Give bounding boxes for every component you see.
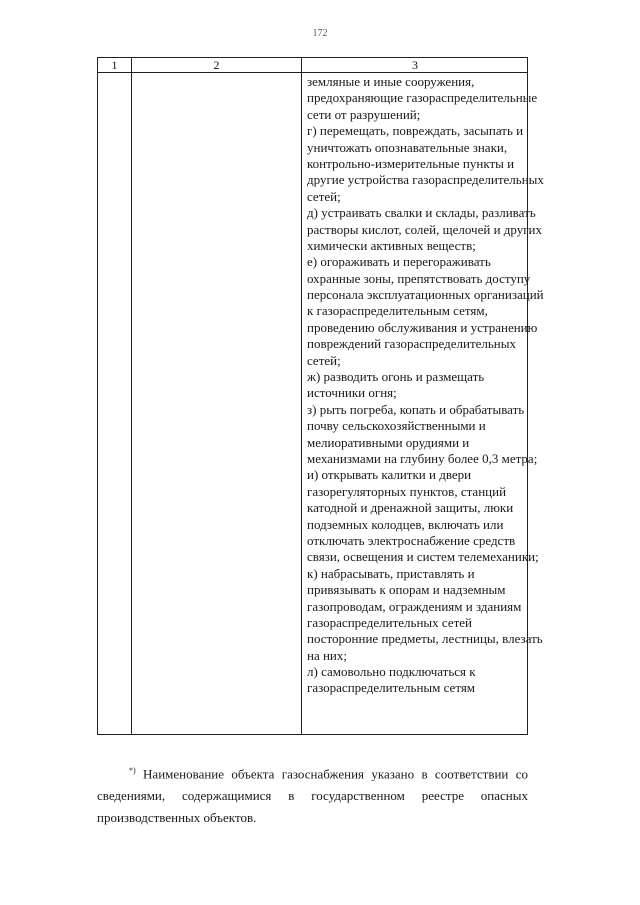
column-header-1: 1 [111, 58, 118, 72]
text-line: посторонние предметы, лестницы, влезать [307, 631, 543, 647]
text-line: проведению обслуживания и устранению [307, 319, 538, 335]
text-line: охранные зоны, препятствовать доступу [307, 270, 531, 286]
text-line: з) рыть погреба, копать и обрабатывать [307, 401, 525, 417]
footnote-line-1: Наименование объекта газоснабжения указано в соответствии со [143, 766, 529, 782]
text-line: газораспределительных сетей [307, 614, 473, 630]
column-divider [301, 58, 302, 734]
text-line: к) набрасывать, приставлять и [307, 565, 475, 581]
text-line: источники огня; [307, 385, 397, 401]
column-header-3: 3 [412, 58, 418, 72]
text-line: химически активных веществ; [307, 237, 476, 253]
text-line: механизмами на глубину более 0,3 метра; [307, 450, 538, 466]
text-line: л) самовольно подключаться к [307, 664, 476, 680]
text-line: мелиоративными орудиями и [307, 434, 470, 450]
text-line: е) огораживать и перегораживать [307, 254, 491, 270]
text-line: повреждений газораспределительных [307, 336, 516, 352]
text-line: г) перемещать, повреждать, засыпать и [307, 123, 524, 139]
text-line: газорегуляторных пунктов, станций [307, 483, 507, 499]
text-line: газопроводам, ограждениям и зданиям [307, 598, 522, 614]
text-line: сети от разрушений; [307, 106, 421, 122]
text-line: ж) разводить огонь и размещать [307, 369, 485, 385]
column-header-2: 2 [213, 58, 220, 72]
text-line: газораспределительным сетям [307, 680, 476, 696]
footnote-line-2: сведениями, содержащимися в государственном реестре опасных [97, 788, 528, 804]
text-line: привязывать к опорам и надземным [307, 582, 506, 598]
text-line: почву сельскохозяйственными и [307, 418, 486, 434]
footnote-marker: *) [129, 766, 136, 775]
column-divider [131, 58, 132, 734]
requirements-table [97, 57, 544, 735]
text-line: и) открывать калитки и двери [307, 467, 472, 483]
text-line: сетей; [307, 352, 341, 368]
text-line: отключать электроснабжение средств [307, 532, 516, 548]
footnote [97, 760, 528, 829]
text-line: контрольно-измерительные пункты и [307, 155, 515, 171]
text-line: сетей; [307, 188, 341, 204]
text-line: персонала эксплуатационных организаций [307, 287, 544, 303]
text-line: уничтожать опознавательные знаки, [307, 139, 508, 155]
text-line: земляные и иные сооружения, [307, 74, 475, 89]
text-line: растворы кислот, солей, щелочей и других [307, 221, 543, 237]
text-line: к газораспределительным сетям, [307, 303, 488, 319]
column-3-cell [307, 74, 544, 697]
footnote-line-3: производственных объектов. [97, 810, 257, 826]
text-line: подземных колодцев, включать или [307, 516, 504, 532]
header-divider [98, 72, 527, 73]
text-line: катодной и дренажной защиты, люки [307, 500, 514, 516]
text-line: связи, освещения и систем телемеханики; [307, 549, 539, 565]
text-line: на них; [307, 647, 348, 663]
page-number: 172 [312, 28, 328, 39]
text-line: д) устраивать свалки и склады, разливать [307, 205, 536, 221]
text-line: предохраняющие газораспределительные [307, 90, 538, 106]
text-line: другие устройства газораспределительных [307, 172, 544, 188]
